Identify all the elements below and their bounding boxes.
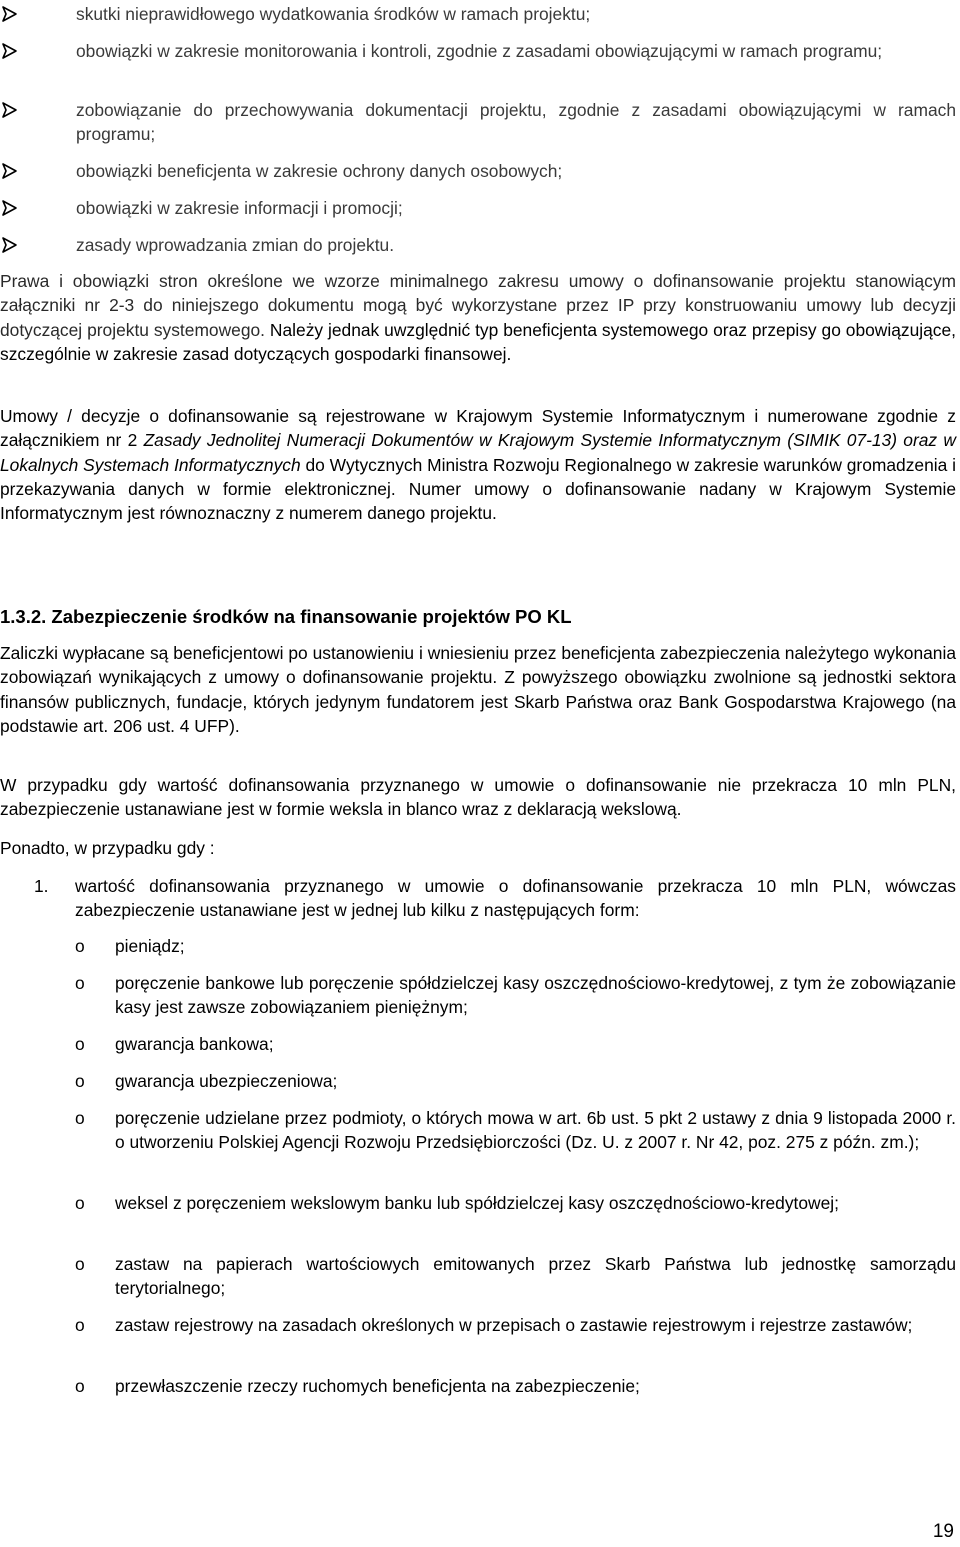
circle-bullet-icon: o [75, 973, 85, 993]
sub-list-item-text: pieniądz; [115, 936, 185, 956]
arrow-bullet-icon [0, 159, 24, 183]
sub-list-item-text: przewłaszczenie rzeczy ruchomych beneficjenta na zabezpieczenie; [115, 1376, 640, 1396]
sub-list-item [0, 1032, 956, 1056]
list-item-text: skutki nieprawidłowego wydatkowania środków w ramach projektu; [76, 4, 591, 24]
circle-bullet-icon: o [75, 936, 85, 956]
list-item [0, 196, 956, 220]
list-item-text: obowiązki w zakresie monitorowania i kontroli, zgodnie z zasadami obowiązującymi w ramach programu; [76, 41, 883, 61]
list-item-text: obowiązki w zakresie informacji i promocji; [76, 198, 403, 218]
paragraph-registration-italic: Zasady Jednolitej Numeracji Dokumentów w Krajowym Systemie Informatycznym (SIMIK 07-13) oraz w Lokalnych Systemach Informatycznych [0, 430, 956, 475]
page-number: 19 [932, 1521, 954, 1542]
circle-bullet-icon: o [75, 1376, 85, 1396]
paragraph-threshold: W przypadku gdy wartość dofinansowania przyznanego w umowie o dofinansowanie nie przekracza 10 mln PLN, zabezpieczenie ustanawiane jest w formie weksla in blanco wraz z deklaracją wekslową. [0, 775, 956, 820]
sub-list-item [0, 1252, 956, 1300]
paragraph-advances: Zaliczki wypłacane są beneficjentowi po ustanowieniu i wniesieniu przez beneficjenta zabezpieczenia należytego wykonania zobowiązań wynikających z umowy o dofinansowanie projektu. Z powyższego obowiązku zwolnione są jednostki sektora finansów publicznych, fundacje, których jedynym fundatorem jest Skarb Państwa oraz Bank Gospodarstwa Krajowego (na podstawie art. 206 ust. 4 UFP). [0, 643, 956, 736]
paragraph-moreover: Ponadto, w przypadku gdy : [0, 838, 215, 858]
arrow-bullet-icon [0, 2, 24, 26]
section-heading: 1.3.2. Zabezpieczenie środków na finansowanie projektów PO KL [0, 606, 572, 627]
arrow-bullet-icon [0, 233, 24, 257]
sub-list-item [0, 1069, 956, 1093]
list-item-text: obowiązki beneficjenta w zakresie ochrony danych osobowych; [76, 161, 563, 181]
arrow-bullet-icon [0, 39, 24, 63]
circle-bullet-icon: o [75, 1108, 85, 1128]
paragraph-registration-text3: Numer umowy o dofinansowanie nadany w Krajowym Systemie Informatycznym jest równoznaczny z numerem danego projektu. [0, 478, 956, 524]
list-item [0, 2, 956, 26]
numbered-item-number: 1. [34, 876, 49, 896]
sub-list-item [0, 934, 956, 958]
list-item [0, 159, 956, 183]
sub-list-item [0, 1374, 956, 1398]
circle-bullet-icon: o [75, 1315, 85, 1335]
sub-list-item [0, 971, 956, 1019]
sub-list-item-text: weksel z poręczeniem wekslowym banku lub spółdzielczej kasy oszczędnościowo-kredytowej; [115, 1193, 839, 1213]
list-item-text: zobowiązanie do przechowywania dokumentacji projektu, zgodnie z zasadami obowiązującymi w ramach programu; [76, 100, 956, 144]
numbered-item [0, 874, 956, 922]
paragraph-registration-text2: do Wytycznych Ministra Rozwoju Regionalnego w zakresie warunków gromadzenia i przekazywania danych w formie elektronicznej. [0, 454, 956, 499]
list-item [0, 98, 956, 146]
sub-list-item-text: zastaw rejestrowy na zasadach określonych w przepisach o zastawie rejestrowym i rejestrze zastawów; [115, 1315, 913, 1335]
sub-list-item-text: poręczenie bankowe lub poręczenie spółdzielczej kasy oszczędnościowo-kredytowej, z tym że zobowiązanie kasy jest zawsze zobowiązaniem pieniężnym; [115, 973, 956, 1017]
sub-list-item-text: poręczenie udzielane przez podmioty, o których mowa w art. 6b ust. 5 pkt 2 ustawy z dnia 9 listopada 2000 r. o utworzeniu Polskiej Agencji Rozwoju Przedsiębiorczości (Dz. U. z 2007 r. Nr 42, poz. 275 z późn. zm.); [115, 1108, 956, 1152]
sub-list-item [0, 1191, 956, 1215]
sub-list-item-text: zastaw na papierach wartościowych emitowanych przez Skarb Państwa lub jednostkę samorządu terytorialnego; [115, 1254, 956, 1298]
arrow-bullet-icon [0, 98, 24, 122]
paragraph-rights-part2: Należy jednak uwzględnić typ beneficjenta systemowego oraz przepisy go obowiązujące, szczególnie w zakresie zasad dotyczących gospodarki finansowej. [0, 319, 956, 364]
circle-bullet-icon: o [75, 1193, 85, 1213]
arrow-bullet-icon [0, 196, 24, 220]
circle-bullet-icon: o [75, 1034, 85, 1054]
circle-bullet-icon: o [75, 1254, 85, 1274]
numbered-item-text: wartość dofinansowania przyznanego w umowie o dofinansowanie przekracza 10 mln PLN, wówczas zabezpieczenie ustanawiane jest w jednej lub kilku z następujących form: [75, 876, 956, 920]
sub-list-item [0, 1106, 956, 1154]
paragraph-registration-text1: Umowy / decyzje o dofinansowanie są rejestrowane w Krajowym Systemie Informatycznym i numerowane zgodnie z załącznikiem nr 2 [0, 406, 956, 451]
paragraph-rights-part1: Prawa i obowiązki stron określone we wzorze minimalnego zakresu umowy o dofinansowanie projektu stanowiącym załączniki nr 2-3 do niniejszego dokumentu mogą być wykorzystane przez IP przy konstruowaniu umowy lub decyzji dotyczącej projektu systemowego. [0, 271, 956, 340]
sub-list-item-text: gwarancja ubezpieczeniowa; [115, 1071, 338, 1091]
sub-list-item-text: gwarancja bankowa; [115, 1034, 274, 1054]
list-item-text: zasady wprowadzania zmian do projektu. [76, 235, 395, 255]
paragraph-registration [0, 404, 956, 525]
list-item [0, 39, 956, 63]
paragraph-rights [0, 269, 956, 366]
circle-bullet-icon: o [75, 1071, 85, 1091]
list-item [0, 233, 956, 257]
sub-list-item [0, 1313, 956, 1337]
